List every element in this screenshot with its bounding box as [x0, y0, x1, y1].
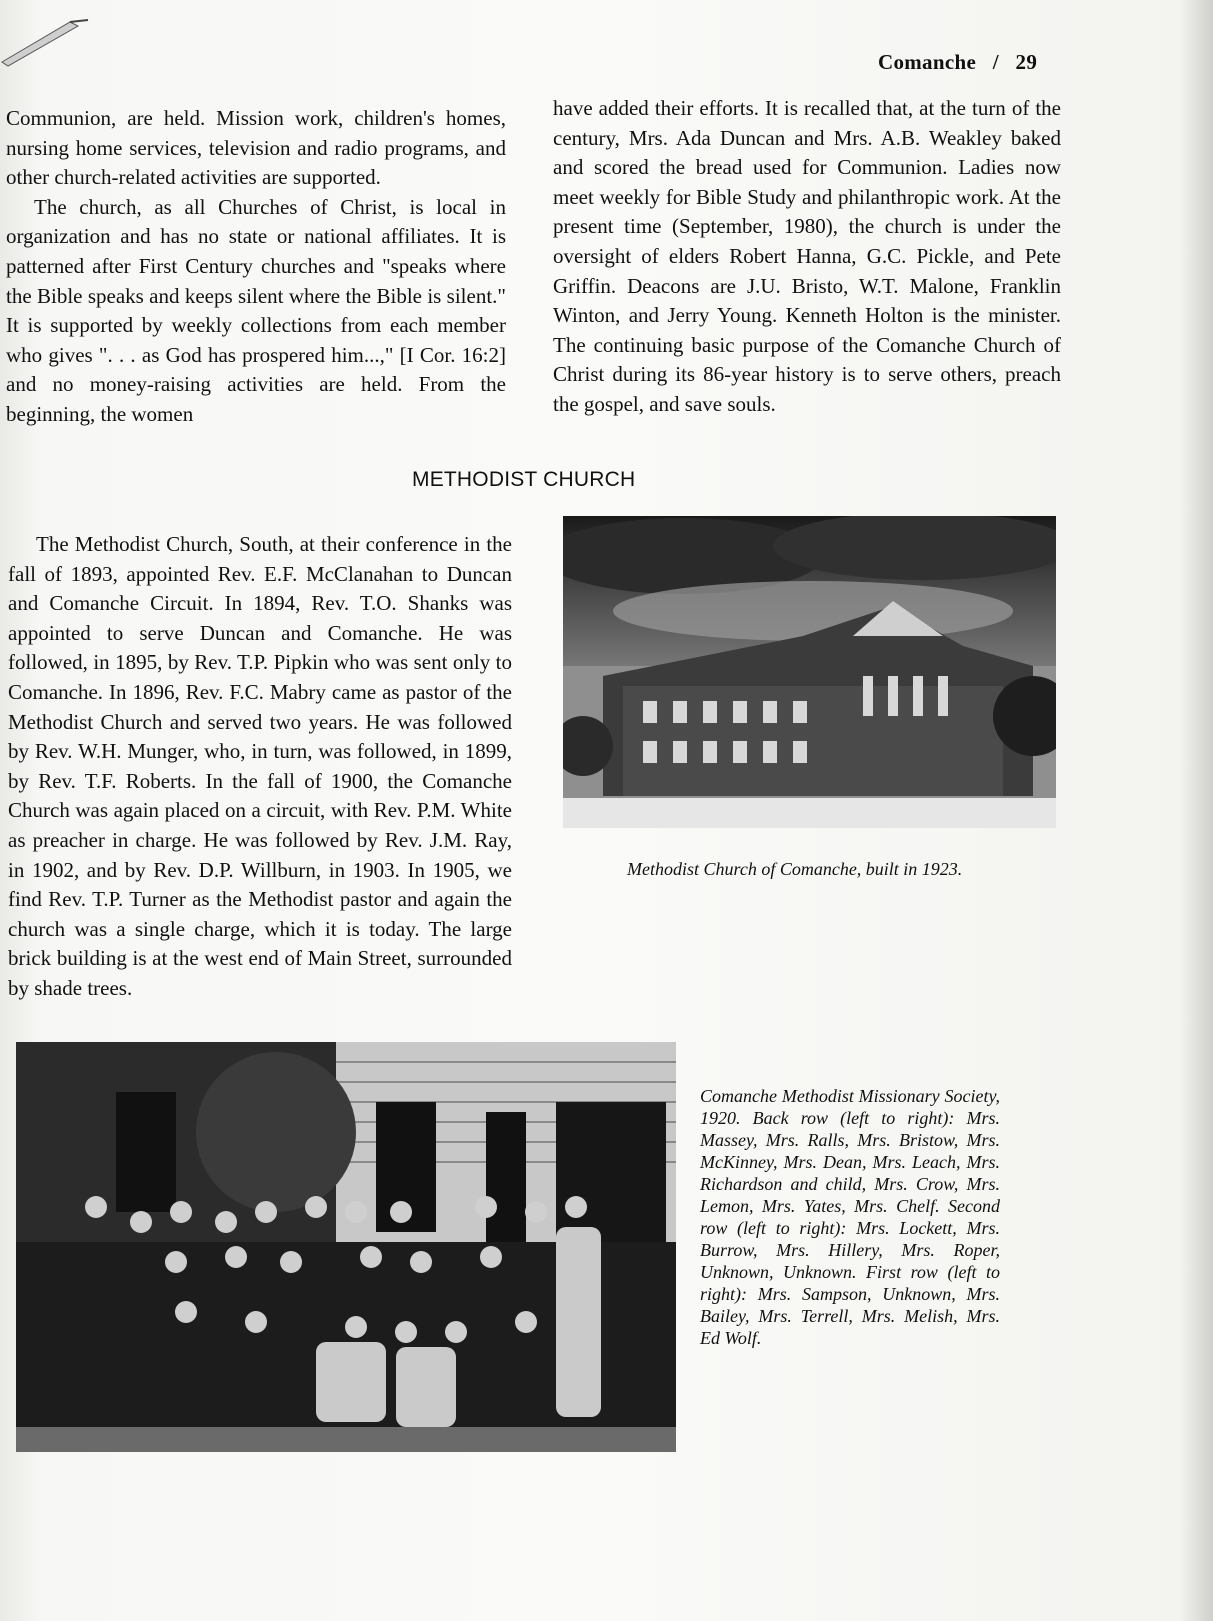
society-photo-caption: Comanche Methodist Missionary Society, 1920. Back row (left to right): Mrs. Massey, Mrs. Ralls, Mrs. Bristow, Mrs. McKinney, Mrs. Dean, Mrs. Leach, Mrs. Richardson and child, Mrs. Crow, Mrs. Lemon, Mrs. Yates, Mrs. Chelf. Second row (left to right): Mrs. Lockett, Mrs. Burrow, Mrs. Hillery, Mrs. Roper, Unknown, Unknown. First row (left to right): Mrs. Sampson, Unknown, Mrs. Bailey, Mrs. Terrell, Mrs. Melish, Mrs. Ed Wolf. [700, 1086, 1000, 1348]
missionary-society-photo [16, 1042, 676, 1452]
page-number: 29 [1015, 50, 1038, 74]
paragraph: The Methodist Church, South, at their conference in the fall of 1893, appointed Rev. E.F. McClanahan to Duncan and Comanche Circuit. In 1894, Rev. T.O. Shanks was appointed to serve Duncan and Comanche. He was followed, in 1895, by Rev. T.P. Pipkin who was sent only to Comanche. In 1896, Rev. F.C. Mabry came as pastor of the Methodist Church and served two years. He was followed by Rev. W.H. Munger, who, in turn, was followed, in 1899, by Rev. T.F. Roberts. In the fall of 1900, the Comanche Church was again placed on a circuit, with Rev. P.M. White as preacher in charge. He was followed by Rev. J.M. Ray, in 1902, and by Rev. D.P. Willburn, in 1903. In 1905, we find Rev. T.P. Turner as the Methodist pastor and again the church was a single charge, which it is today. The large brick building is at the west end of Main Street, surrounded by shade trees. [8, 532, 512, 1000]
paragraph: The church, as all Churches of Christ, is local in organization and has no state or national affiliates. It is patterned after First Century churches and "speaks where the Bible speaks and keeps silent where the Bible is silent." It is supported by weekly collections from each member who gives ". . . as God has prospered him...," [I Cor. 16:2] and no money-raising activities are held. From the beginning, the women [6, 194, 506, 426]
left-column-methodist [8, 530, 512, 1004]
paragraph: have added their efforts. It is recalled that, at the turn of the century, Mrs. Ada Duncan and Mrs. A.B. Weakley baked and scored the bread used for Communion. Ladies now meet weekly for Bible Study and philanthropic work. At the present time (September, 1980), the church is under the oversight of elders Robert Hanna, G.C. Pickle, and Pete Griffin. Deacons are J.U. Bristo, W.T. Malone, Franklin Winton, and Jerry Young. Kenneth Holton is the minister. The continuing basic purpose of the Comanche Church of Christ during its 86-year history is to serve others, preach the gospel, and save souls. [553, 96, 1061, 416]
header-section: Comanche [878, 50, 977, 74]
header-separator: / [992, 50, 999, 74]
right-column-top [553, 94, 1061, 420]
running-header [878, 50, 1078, 75]
church-photo-caption: Methodist Church of Comanche, built in 1923. [627, 859, 963, 879]
church-building-photo [563, 516, 1056, 828]
left-column-top [6, 104, 506, 430]
section-heading: METHODIST CHURCH [412, 468, 636, 491]
scan-crease-mark [0, 0, 90, 70]
paragraph: Communion, are held. Mission work, children's homes, nursing home services, television and radio programs, and other church-related activities are supported. [6, 106, 506, 190]
